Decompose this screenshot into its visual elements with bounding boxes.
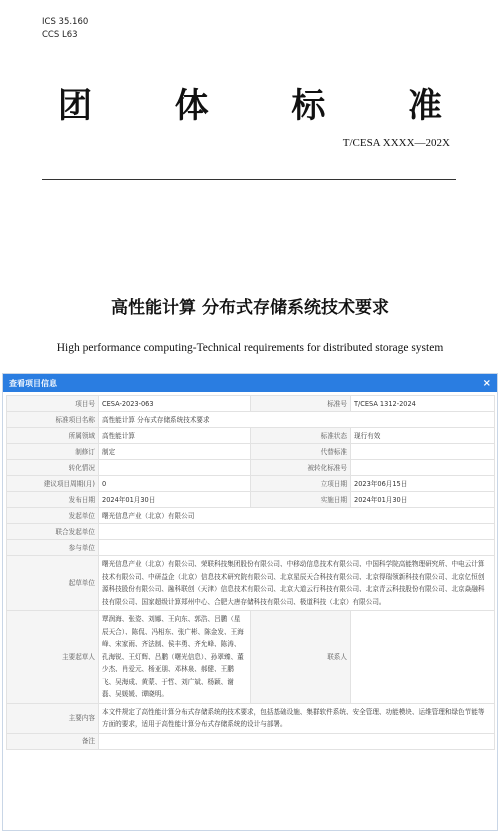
project-info-dialog [2, 373, 498, 831]
field-value [99, 540, 495, 556]
field-value: 0 [99, 476, 251, 492]
field-label: 实施日期 [251, 492, 351, 508]
field-label: 标准项目名称 [7, 412, 99, 428]
standard-code: T/CESA XXXX—202X [342, 137, 450, 149]
heading-char: 团 [58, 86, 92, 126]
field-label: 起草单位 [7, 556, 99, 611]
group-standard-heading [58, 78, 442, 127]
field-value: 2024年01月30日 [99, 492, 251, 508]
title-chinese: 高性能计算 分布式存储系统技术要求 [111, 298, 389, 318]
field-value: 高性能计算 [99, 428, 251, 444]
field-label: 备注 [7, 733, 99, 749]
table-row [7, 611, 495, 704]
field-value [351, 444, 495, 460]
field-value: T/CESA 1312-2024 [351, 396, 495, 412]
dialog-header [3, 374, 497, 392]
field-label: 制修订 [7, 444, 99, 460]
field-label: 发布日期 [7, 492, 99, 508]
field-label: 代替标准 [251, 444, 351, 460]
table-row [7, 733, 495, 749]
field-value: CESA-2023-063 [99, 396, 251, 412]
field-label: 所属领域 [7, 428, 99, 444]
field-label: 联系人 [251, 611, 351, 704]
field-label: 参与单位 [7, 540, 99, 556]
field-label: 转化情况 [7, 460, 99, 476]
title-english: High performance computing-Technical requirements for distributed storage system [56, 342, 444, 354]
field-value: 2024年01月30日 [351, 492, 495, 508]
field-value [99, 460, 251, 476]
classification-codes [42, 16, 88, 42]
field-value [351, 460, 495, 476]
table-row [7, 428, 495, 444]
ics-code: ICS 35.160 [42, 17, 89, 27]
heading-char: 标 [291, 86, 326, 126]
table-row [7, 556, 495, 611]
table-row [7, 460, 495, 476]
table-row [7, 412, 495, 428]
heading-char: 体 [174, 86, 209, 126]
field-value: 本文件规定了高性能计算分布式存储系统的技术要求，包括基础设施、集群软件系统、安全管理、功能模块、运维管理和绿色节能等方面的要求，适用于高性能计算分布式存储系统的设计与部署。 [99, 703, 495, 733]
field-value: 高性能计算 分布式存储系统技术要求 [99, 412, 495, 428]
field-value [351, 611, 495, 704]
field-label: 标准状态 [251, 428, 351, 444]
table-row [7, 476, 495, 492]
field-label: 项目号 [7, 396, 99, 412]
field-label: 立项日期 [251, 476, 351, 492]
close-icon[interactable]: × [482, 377, 491, 389]
heading-char: 准 [407, 86, 442, 126]
field-label: 被转化标准号 [251, 460, 351, 476]
field-value: 曙光信息产业（北京）有限公司 [99, 508, 495, 524]
field-label: 主要起草人 [7, 611, 99, 704]
field-label: 建议项目周期(月) [7, 476, 99, 492]
field-value: 曙光信息产业（北京）有限公司、荣联科技集团股份有限公司、中移动信息技术有限公司、中国科学院高能物理研究所、中电云计算技术有限公司、中研益企（北京）信息技术研究院有限公司、北京星辰天合科技有限公司、北京得瑞领新科技有限公司、北京亿恒创源科技股份有限公司、融科联创（天津）信息技术有限公司、北京大道云行科技有限公司、北京青云科技股份有限公司、北京焱融科技有限公司、国家超级计算郑州中心、合肥大唐存储科技有限公司、极道科技（北京）有限公司。 [99, 556, 495, 611]
ccs-code: CCS L63 [42, 30, 78, 40]
field-value [99, 524, 495, 540]
field-value: 制定 [99, 444, 251, 460]
field-label: 标准号 [251, 396, 351, 412]
table-row [7, 444, 495, 460]
table-row [7, 703, 495, 733]
table-row [7, 396, 495, 412]
table-row [7, 508, 495, 524]
table-row [7, 524, 495, 540]
standard-cover [0, 0, 500, 372]
field-value: 现行有效 [351, 428, 495, 444]
field-label: 发起单位 [7, 508, 99, 524]
field-value: 覃润海、张姿、刘娜、王向东、郭浩、吕鹏（星辰天合）、陈侃、冯相东、张广彬、陈金发、王海峰、宋家雨、齐法制、侯丰勇、齐允峰、陈涛、孔海锐、王灯辉、吕鹏（曙光信息）、孙翠臻、董少杰、肖爱元、杨亚朋、邓林泉、郝健、王鹏飞、吴海成、黄蒙、于哲、刘广斌、杨颖、谢磊、吴媛媛、谭晓明。 [99, 611, 251, 704]
field-label: 联合发起单位 [7, 524, 99, 540]
divider-line [42, 179, 456, 180]
table-row [7, 540, 495, 556]
project-info-table [6, 395, 495, 750]
field-label: 主要内容 [7, 703, 99, 733]
table-row [7, 492, 495, 508]
field-value [99, 733, 495, 749]
field-value: 2023年06月15日 [351, 476, 495, 492]
dialog-title: 查看项目信息 [9, 378, 57, 388]
